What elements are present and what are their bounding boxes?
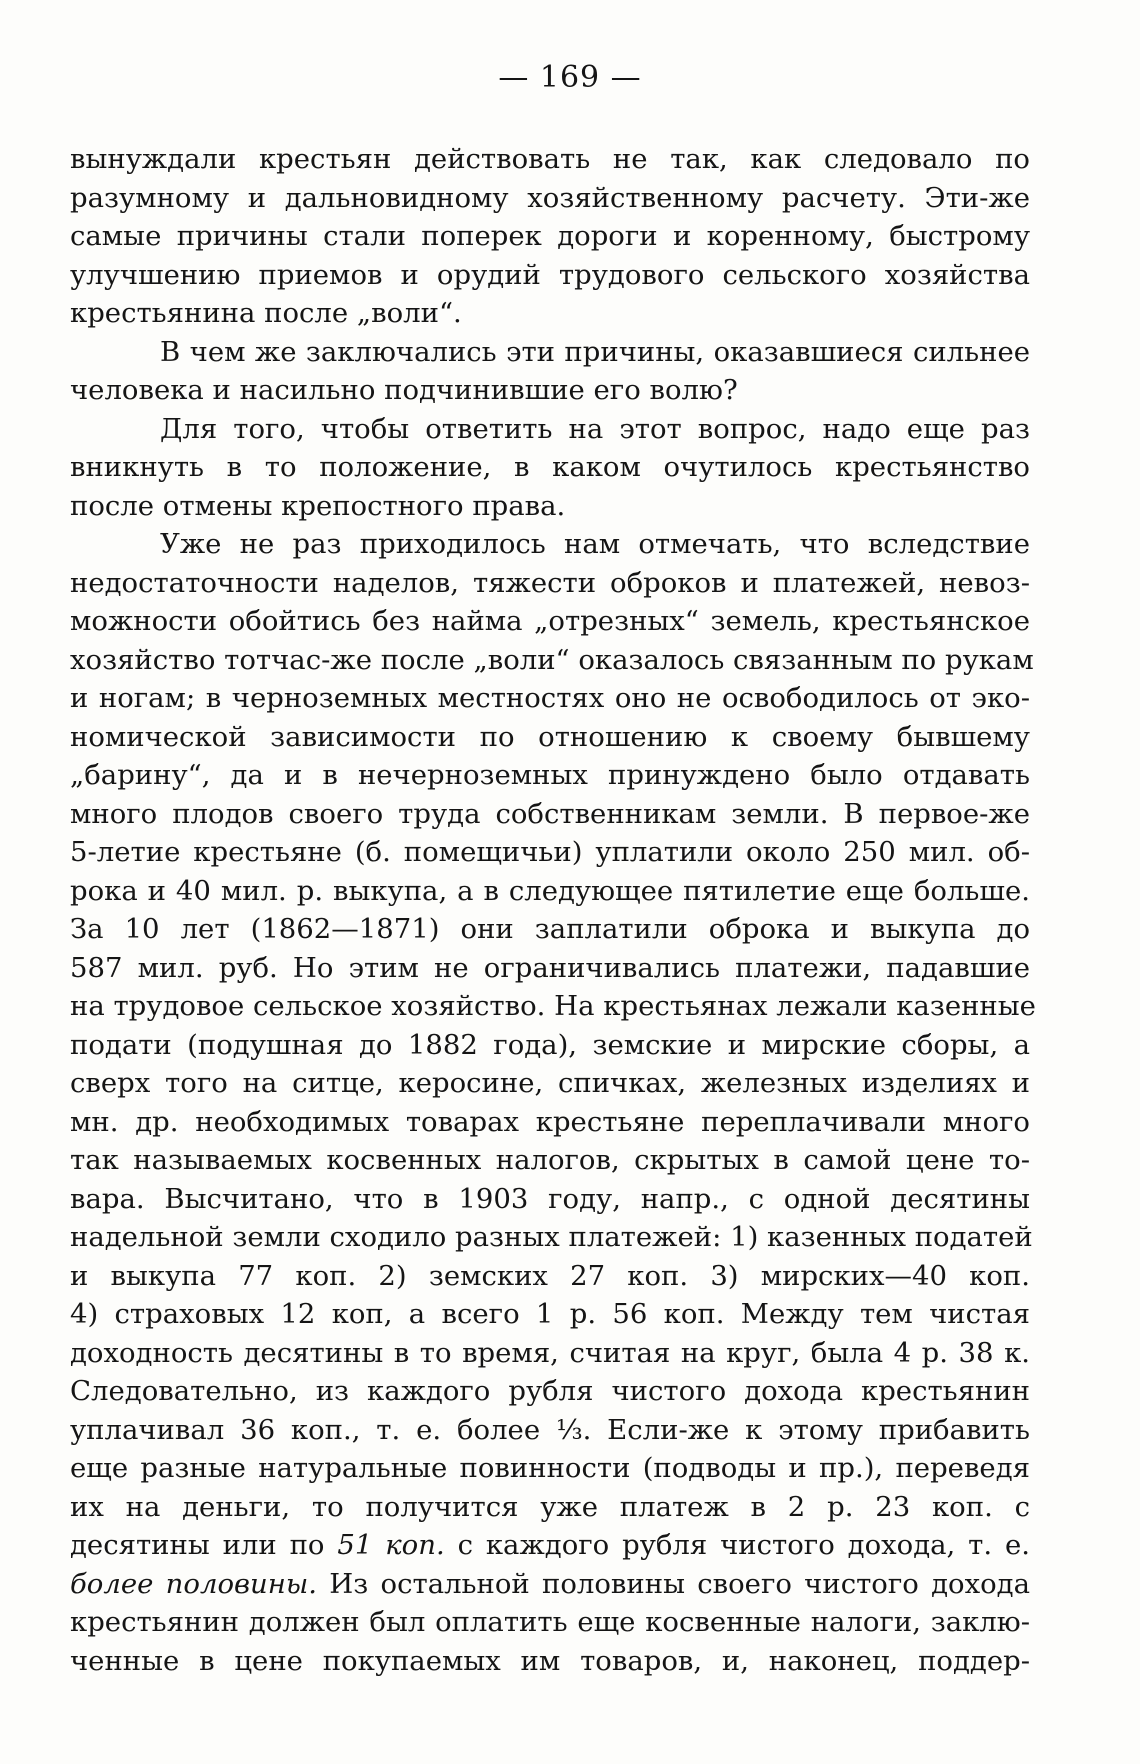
text-line: улучшению приемов и орудий трудового сельского хозяйства (70, 258, 1030, 291)
text-line: после отмены крепостного права. (70, 489, 566, 522)
text-line: вынуждали крестьян действовать не так, как следовало по (70, 143, 1030, 175)
text-line: разумному и дальновидному хозяйственному расчету. Эти-же (70, 181, 1030, 214)
text-line: Следовательно, из каждого рубля чистого дохода крестьянин (70, 1375, 1030, 1407)
paragraph (70, 140, 1030, 333)
text-line: мн. др. необходимых товарах крестьяне переплачивали много (70, 1105, 1030, 1138)
text-line: хозяйство тотчас-же после „воли“ оказалось связанным по рукам (70, 643, 1034, 676)
text-line: „барину“, да и в нечерноземных принуждено было отдавать (70, 759, 1030, 791)
page-number: — 169 — (498, 60, 642, 95)
text-line: подати (подушная до 1882 года), земские и мирские сборы, а (70, 1028, 1030, 1061)
text-line: их на деньги, то получится уже платеж в 2 р. 23 коп. с (70, 1490, 1030, 1523)
text-line: самые причины стали поперек дороги и коренному, быстрому (70, 220, 1030, 252)
text-line: и выкупа 77 коп. 2) земских 27 коп. 3) мирских—40 коп. (70, 1259, 1030, 1292)
paragraph (70, 333, 1030, 410)
text-line: номической зависимости по отношению к своему бывшему (70, 720, 1030, 753)
text-line: За 10 лет (1862—1871) они заплатили оброка и выкупа до (70, 913, 1030, 945)
text-line: уплачивал 36 коп., т. е. более ⅓. Если-же к этому прибавить (70, 1413, 1030, 1446)
text-line: недостаточности наделов, тяжести оброков и платежей, невоз- (70, 566, 1030, 599)
text-line-mixed (70, 1565, 1030, 1604)
text-segment: Из остальной половины своего чистого дохода (329, 1567, 1030, 1600)
text-line: много плодов своего труда собственникам земли. В первое-же (70, 797, 1030, 830)
text-line: так называемых косвенных налогов, скрытых в самой цене то- (70, 1144, 1030, 1176)
text-line: доходность десятины в то время, считая на круг, была 4 р. 38 к. (70, 1336, 1030, 1369)
paragraph (70, 410, 1030, 526)
text-line: 587 мил. руб. Но этим не ограничивались платежи, падавшие (70, 951, 1030, 984)
text-line: еще разные натуральные повинности (подводы и пр.), переведя (70, 1452, 1030, 1484)
text-line: сверх того на ситце, керосине, спичках, железных изделиях и (70, 1067, 1030, 1099)
text-line: ченные в цене покупаемых им товаров, и, наконец, поддер- (70, 1644, 1030, 1677)
text-line-mixed (70, 1526, 1030, 1565)
text-line: рока и 40 мил. р. выкупа, а в следующее пятилетие еще больше. (70, 874, 1030, 907)
text-segment: с каждого рубля чистого дохода, т. е. (457, 1529, 1031, 1561)
text-line: человека и насильно подчинившие его волю? (70, 374, 738, 406)
text-line: 4) страховых 12 коп, а всего 1 р. 56 коп. Между тем чистая (70, 1298, 1030, 1330)
text-line: вара. Высчитано, что в 1903 году, напр., с одной десятины (70, 1182, 1030, 1215)
text-line: вникнуть в то положение, в каком очутилось крестьянство (70, 451, 1030, 483)
text-line: В чем же заключались эти причины, оказавшиеся сильнее (160, 335, 1030, 368)
text-segment: десятины или по (70, 1529, 325, 1561)
body-text (70, 140, 1036, 1680)
text-line: и ногам; в черноземных местностях оно не освободилось от эко- (70, 682, 1030, 714)
italic-emphasis: более половины. (70, 1567, 317, 1600)
text-line: Уже не раз приходилось нам отмечать, что вследствие (160, 528, 1030, 560)
text-line: на трудовое сельское хозяйство. На крестьянах лежали казенные (70, 990, 1036, 1022)
text-line: надельной земли сходило разных платежей: 1) казенных податей (70, 1221, 1033, 1253)
text-line: крестьянина после „воли“. (70, 297, 462, 329)
paragraph (70, 525, 1036, 1680)
text-line: Для того, чтобы ответить на этот вопрос, надо еще раз (160, 412, 1030, 445)
italic-emphasis: 51 коп. (337, 1529, 445, 1561)
text-line: можности обойтись без найма „отрезных“ земель, крестьянское (70, 605, 1030, 637)
text-line: 5-летие крестьяне (б. помещичьи) уплатили около 250 мил. об- (70, 836, 1030, 868)
text-line: крестьянин должен был оплатить еще косвенные налоги, заклю- (70, 1606, 1030, 1638)
